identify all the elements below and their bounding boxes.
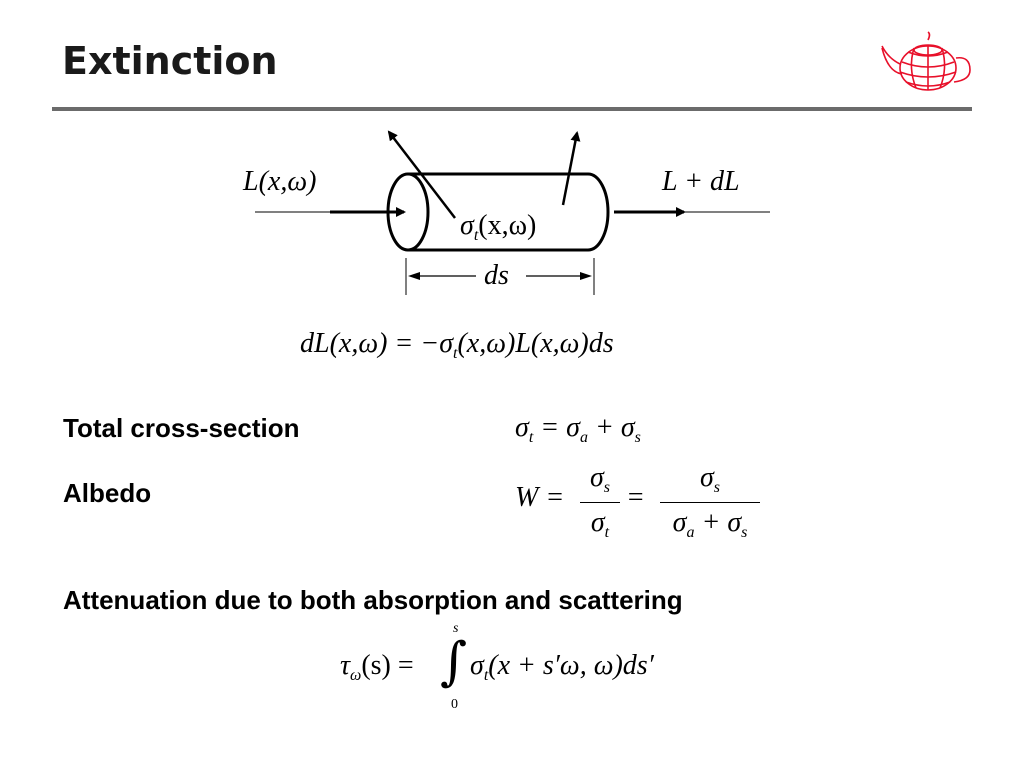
ds-label: ds: [484, 260, 509, 291]
albedo-w: W =: [515, 482, 565, 513]
tau-lhs: $\tau_\omega(s)$ =: [340, 650, 414, 684]
tau-rhs: $\sigma_t(x + s'\omega$, ω)ds′: [470, 650, 654, 684]
albedo-equals: =: [626, 482, 645, 513]
sigma-t-label: $\sigma_t(x,\omega)$: [460, 210, 537, 244]
attenuation-label: Attenuation due to both absorption and scattering: [63, 585, 683, 615]
total-cross-section-label: Total cross-section: [63, 413, 300, 443]
integral-sign: ∫: [440, 632, 468, 692]
albedo-label: Albedo: [63, 478, 152, 508]
albedo-fraction-1: $\frac{\sigma_s}{\sigma_t}$: [580, 464, 620, 541]
albedo-fraction-2: $\frac{\sigma_s}{\sigma_a + \sigma_s}$: [660, 464, 760, 541]
incoming-radiance-label: L(x,ω): [243, 166, 317, 197]
integral-lower-limit: 0: [451, 697, 458, 712]
slide-title: Extinction: [62, 39, 278, 83]
scatter-arrow-right: [563, 133, 577, 205]
outgoing-radiance-label: L + dL: [662, 166, 740, 197]
dl-equation: $dL(x,\omega) = -\sigma_t(x,\omega)L(x,\omega)ds$: [300, 328, 614, 362]
integral-upper-limit: s: [453, 621, 459, 636]
total-cross-section-equation: $\sigma_t = \sigma_a + \sigma_s$: [515, 412, 641, 446]
